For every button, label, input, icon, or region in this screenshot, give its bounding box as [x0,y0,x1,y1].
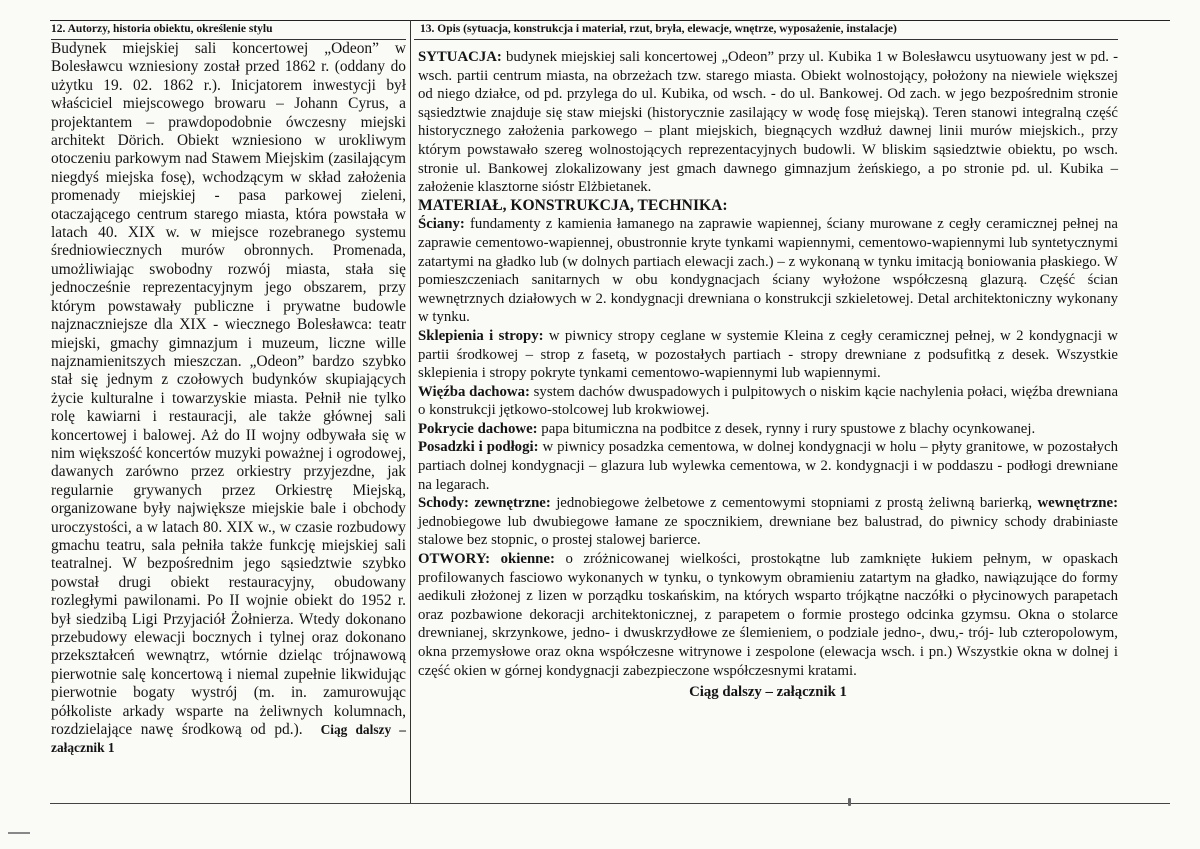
vaults-text: w piwnicy stropy ceglane w systemie Kleina z cegły ceramicznej pełnej, w 2 kondygnacji w partii środkowej – strop z fasetą, w pozostałych partiach - stropy drewniane z podsufitką z desek. Wszystkie sklepienia i stropy pokryte tynkami cementowo-wapiennymi lub wapiennymi. [418,327,1118,382]
history-text: Budynek miejskiej sali koncertowej „Odeon” w Bolesławcu wzniesiony został przed 1862 r. (oddany do użytku 19. 02. 1862 r.). Inicjatorem inwestycji był właściciel miejscowego browaru – Johann Cyrus, a projektantem – prawdopodobnie ówczesny miejski architekt Dörich. Obiekt wzniesiono w urokliwym otoczeniu parkowym nad Stawem Miejskim (zasilającym niegdyś miejska fosę), wchodzącym w skład założenia promenady miejskiej - pasa parkowej zieleni, otaczającego centrum starego miasta, która powstała w latach 40. XIX w. w miejsce rozebranego systemu średniowiecznych murów obronnych. Promenada, umożliwiając swobodny rozwój miasta, stała się jednocześnie reprezentacyjnym jego obszarem, przy którym powstawały publiczne i prywatne budowle najznaczniejsze dla XIX - wiecznego Bolesławca: teatr miejski, gmachy gimnazjum i muzeum, liczne wille najznamienitszych mieszczan. „Odeon” bardzo szybko stał się jednym z czołowych budynków skupiających życie kulturalne i towarzyskie miasta. Pełnił nie tylko rolę kawiarni i restauracji, ale także głównej sali koncertowej i balowej. Aż do II wojny odbywała się w nim większość koncertów muzyki poważnej i ogrodowej, dawanych zarówno przez orkiestry przyjezdne, jak regularnie grywanych przez Orkiestrę Miejską, organizowane były największe miejskie bale i obchody uroczystości, a w latach 80. XIX w., w czasie rozbudowy gmachu teatru, sala pełniła także funkcję miejskiej sali teatralnej. W bezpośrednim jego sąsiedztwie szybko powstał drugi obiekt restauracyjny, obudowany rozległymi pawilonami. Po II wojnie obiekt do 1952 r. był siedzibą Ligi Przyjaciół Żołnierza. Wtedy dokonano przebudowy elewacji bocznych i tylnej oraz dokonano przekształceń wewnątrz, wtórnie dzieląc trójnawową pierwotnie salę koncertową i niemal zupełnie likwidując pierwotnie bogaty wystrój (m. in. zamurowując półkoliste arkady wsparte na żeliwnych kolumnach, rozdzielające nawę środkową od pd.). [51,40,406,739]
section-13-heading: 13. Opis (sytuacja, konstrukcja i materiał, rzut, bryła, elewacje, wnętrze, wyposażenie, instalacje) [420,23,897,35]
situation-label: SYTUACJA: [418,49,502,65]
bottom-rule [50,803,1170,804]
section-12-column [51,22,406,758]
roofing-label: Pokrycie dachowe: [418,420,538,437]
roof-truss-label: Więźba dachowa: [418,383,530,400]
floors-text: w piwnicy posadzka cementowa, w dolnej kondygnacji w holu – płyty granitowe, w pozostałych partiach dolnej kondygnacji – glazura lub wylewka cementowa, w 2. kondygnacji i w poddaszu - podłogi drewniane na legarach. [418,439,1119,493]
vaults-paragraph [418,327,1118,383]
walls-label: Ściany: [418,216,465,233]
section-12-continuation: Ciąg dalszy – załącznik 1 [51,722,406,756]
roofing-paragraph [418,420,1118,439]
openings-label: OTWORY: okienne: [418,551,555,568]
section-13-heading-rule [414,39,1118,40]
stairs-internal-text: jednobiegowe lub dwubiegowe łamane ze spocznikiem, drewniane bez balustrad, do piwnicy schody drabiniaste stalowe bez stopnic, o prostej stalowej barierce. [418,513,1118,549]
section-12-heading: 12. Autorzy, historia obiektu, określenie stylu [51,23,273,35]
section-13-column [414,22,1118,702]
situation-text: budynek miejskiej sali koncertowej „Odeon” przy ul. Kubika 1 w Bolesławcu usytuowany jest w pd. - wsch. partii centrum miasta, na obrzeżach tzw. starego miasta. Obiekt wolnostojący, położony na niewiele większej od niego działce, od pd. przylega do ul. Kubika, od wsch. - do ul. Bankowej. Od zach. w jego bezpośrednim stronie sąsiedztwie znajduje się staw miejski (historycznie zasilający w wodę fosę miejską). Teren stanowi integralną część historycznego założenia parkowego – plant miejskich, biegnących wzdłuż dawnej linii murów miejskich., przy którym powstawało szereg wolnostojących reprezentacyjnych budowli. W bliskim sąsiedztwie obiektu, po wsch. stronie ul. Bankowej zlokalizowany jest gmach dawnego gimnazjum żeńskiego, a po stronie pd. ul. Kubika – założenie klasztorne sióstr Elżbietanek. [418,49,1118,196]
scan-mark [848,798,851,806]
column-divider [410,20,411,803]
vaults-label: Sklepienia i stropy: [418,327,544,344]
openings-paragraph [418,550,1118,680]
material-section-title: MATERIAŁ, KONSTRUKCJA, TECHNIKA: [418,196,728,214]
walls-text: fundamenty z kamienia łamanego na zaprawie wapiennej, ściany murowane z cegły ceramicznej pełnej na zaprawie cementowo-wapiennej, obustronnie kryte tynkami wapiennymi, cementowo-wapiennymi lub syntetycznymi zatartymi na gładko lub (w dolnych partiach elewacji zach.) – z wykonaną w tynku imitacją boniowania płaskiego. W pomieszczeniach sanitarnych w obu kondygnacjach ściany wyłożone współczesną glazurą. Część ścian wewnętrznych działowych w 2. kondygnacji drewniana o konstrukcji szkieletowej. Detal architektoniczny wykonany w tynku. [418,216,1118,326]
walls-paragraph [418,215,1118,327]
corner-scribble [8,832,30,834]
floors-paragraph [418,438,1118,494]
openings-text: o zróżnicowanej wielkości, prostokątne lub zamknięte łukiem pełnym, w opaskach profilowanych fasciowo wykonanych w tynku, o tynkowym obramieniu zatartym na gładko, nawiązujące do formy aedikuli złożonej z lizen w porządku toskańskim, na których wsparto trójkątne naczółki o płycinowych parapetach oraz pozbawione dekoracji architektonicznej, z parapetem o formie prostego odcinka gzymsu. Okna o stolarce drewnianej, skrzynkowe, jedno- i dwuskrzydłowe ze ślemieniem, o podziale jedno-, dwu,- trój- lub czteropolowym, okna przemysłowe oraz okna współczesne witrynowe i zespolone (elewacja wsch. i pn.) Wszystkie okna w dolnej i część okien w górnej kondygnacji zabezpieczone współczesnymi kratami. [418,551,1118,679]
stairs-text: jednobiegowe żelbetowe z cementowymi stopniami z prostą żeliwną barierką, [550,495,1033,512]
section-13-continuation: Ciąg dalszy – załącznik 1 [689,684,847,701]
roof-truss-text: system dachów dwuspadowych i pulpitowych o niskim kącie nachylenia połaci, więźba drewniana o konstrukcji jętkowo-stolcowej lub krokwiowej. [418,383,1119,419]
section-12-body [51,40,406,758]
section-13-body [414,48,1118,702]
stairs-internal-label: wewnętrzne: [1037,495,1118,512]
floors-label: Posadzki i podłogi: [418,439,539,456]
stairs-paragraph [418,494,1118,550]
stairs-label: Schody: zewnętrzne: [418,495,551,512]
top-rule [50,20,1170,21]
roofing-text: papa bitumiczna na podbitce z desek, rynny i rury spustowe z blachy ocynkowanej. [537,420,1036,437]
situation-paragraph [418,48,1118,197]
roof-truss-paragraph [418,383,1118,420]
